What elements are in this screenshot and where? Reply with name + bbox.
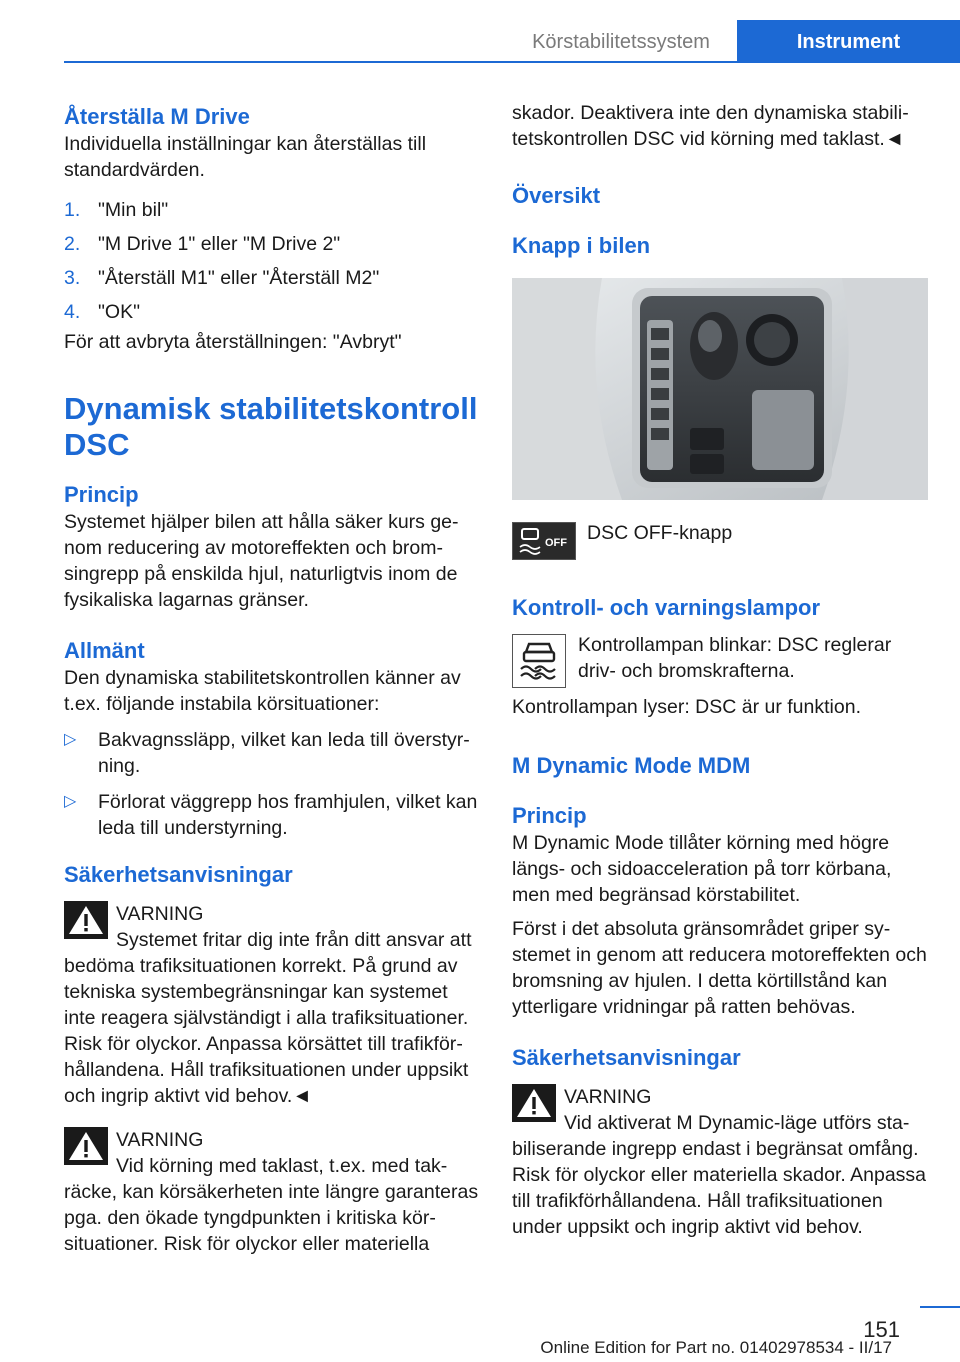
list-item: 1. "Min bil" bbox=[64, 199, 169, 221]
list-item: 3. "Återställ M1" eller "Återställ M2" bbox=[64, 267, 380, 289]
warning-triangle-icon bbox=[64, 1127, 108, 1165]
bullet-triangle-icon: ▷ bbox=[64, 731, 77, 748]
lamps-heading: Kontroll- och varningslampor bbox=[512, 595, 821, 620]
situations-list bbox=[64, 727, 482, 841]
principle-heading: Princip bbox=[64, 482, 139, 507]
list-item: ▷ Bakvagnssläpp, vilket kan leda till överstyrning. bbox=[64, 729, 470, 777]
warning-text: Systemet fritar dig inte från ditt ansvar att bedöma trafiksituationen korrekt. På grund av tekniska systembegränsningar kan systemet inte reagera självständigt i alla trafiksituationer. Risk för olyckor. Anpassa körsättet till trafikförhållandena. Håll trafiksituationen under uppsikt och ingrip aktivt vid behov.◄ bbox=[64, 929, 472, 1107]
dsc-button-row bbox=[512, 520, 930, 564]
list-item: 2. "M Drive 1" eller "M Drive 2" bbox=[64, 233, 341, 255]
overview-heading: Översikt bbox=[512, 183, 601, 208]
warning-triangle-icon bbox=[64, 901, 108, 939]
warning-block bbox=[64, 1127, 482, 1257]
dsc-button-caption: DSC OFF-knapp bbox=[587, 522, 733, 544]
right-column bbox=[512, 100, 930, 1240]
warning-text: Vid aktiverat M Dynamic-läge utförs stabiliserande ingrepp endast i begränsat omfång. Risk för olyckor eller materiella skador. Anpassa till trafikförhållandena. Håll trafiksituationen under uppsikt och ingrip aktivt vid behov. bbox=[512, 1112, 927, 1238]
button-heading: Knapp i bilen bbox=[512, 233, 651, 258]
warning-triangle-icon bbox=[512, 1084, 556, 1122]
left-column bbox=[64, 103, 482, 1257]
center-console-photo bbox=[512, 278, 928, 500]
dsc-off-button-icon bbox=[512, 522, 576, 560]
lamp-text-blinking: Kontrollampan blinkar: DSC reglerar driv- och bromskrafterna. bbox=[578, 634, 892, 682]
svg-text:OFF: OFF bbox=[545, 537, 567, 549]
page-number: 151 bbox=[863, 1317, 900, 1342]
safety-heading: Säkerhetsanvisningar bbox=[64, 862, 293, 887]
header-section-title: Körstabilitetssystem bbox=[532, 31, 710, 53]
list-item: 4. "OK" bbox=[64, 301, 141, 323]
warning-block bbox=[512, 1084, 930, 1240]
reset-steps-list bbox=[64, 197, 482, 325]
continued-text: skador. Deaktivera inte den dynamiska stabilitetskontrollen DSC vid körning med taklast.◄ bbox=[512, 102, 909, 150]
principle-text: Systemet hjälper bilen att hålla säker kurs genom reducering av motoreffekten och bromsingrepp på enskilda hjul, naturligtvis inom de fysikaliska lagarnas gränser. bbox=[64, 511, 459, 611]
footer-rule bbox=[920, 1306, 960, 1308]
dsc-warning-lamp-icon bbox=[512, 634, 566, 688]
list-item: ▷ Förlorat väggrepp hos framhjulen, vilket kan leda till understyrning. bbox=[64, 791, 478, 839]
warning-text: Vid körning med taklast, t.ex. med takräcke, kan körsäkerheten inte längre garanteras pga. den ökade tyngdpunkten i kritiska körsituationer. Risk för olyckor eller materiella bbox=[64, 1155, 479, 1255]
mdm-heading: M Dynamic Mode MDM bbox=[512, 753, 751, 778]
header-rule bbox=[64, 61, 960, 63]
center-console-illustration bbox=[512, 278, 928, 500]
lamp-text-lit: Kontrollampan lyser: DSC är ur funktion. bbox=[512, 696, 861, 718]
warning-label: VARNING bbox=[564, 1086, 652, 1108]
warning-block bbox=[64, 901, 482, 1109]
abort-text: För att avbryta återställningen: "Avbryt" bbox=[64, 331, 402, 353]
reset-heading: Återställa M Drive bbox=[64, 104, 250, 129]
dsc-heading: Dynamisk stabilitetskontroll DSC bbox=[64, 391, 478, 462]
mdm-safety-heading: Säkerhetsanvisningar bbox=[512, 1045, 741, 1070]
lamps-block bbox=[512, 632, 930, 720]
mdm-principle-heading: Princip bbox=[512, 803, 587, 828]
warning-label: VARNING bbox=[116, 1129, 204, 1151]
mdm-text-1: M Dynamic Mode tillåter körning med högre längs- och sidoacceleration på torr körbana, men med begränsad körstabilitet. bbox=[512, 832, 892, 906]
mdm-text-2: Först i det absoluta gränsområdet griper systemet in genom att reducera motoreffekten och bromsning av hjulen. I detta körtillstånd kan ytterligare vridningar på ratten behövas. bbox=[512, 918, 927, 1018]
warning-label: VARNING bbox=[116, 903, 204, 925]
footer-edition: Online Edition for Part no. 01402978534 - II/17 bbox=[540, 1338, 892, 1357]
general-heading: Allmänt bbox=[64, 638, 145, 663]
header-chapter-tab: Instrument bbox=[737, 20, 960, 62]
bullet-triangle-icon: ▷ bbox=[64, 793, 77, 810]
general-text: Den dynamiska stabilitetskontrollen känner av t.ex. följande instabila körsituationer: bbox=[64, 667, 461, 715]
reset-text: Individuella inställningar kan återställas till standardvärden. bbox=[64, 133, 427, 181]
